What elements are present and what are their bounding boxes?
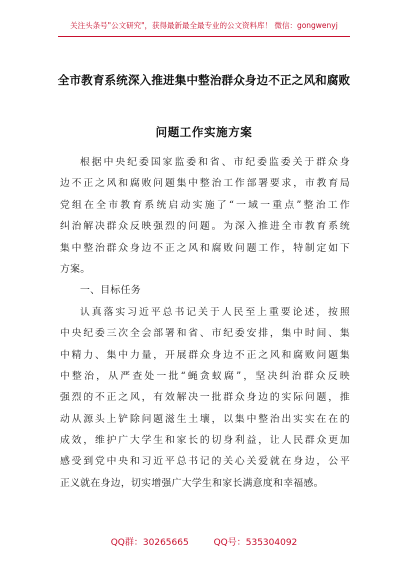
body-line: 边不正之风和腐败问题集中整治工作部署要求，市教育局 (60, 178, 350, 190)
document-body (60, 152, 350, 494)
footer-qq-group: QQ群：30265665 (110, 538, 189, 548)
body-line: 感受到党中央和习近平总书记的关心关爱就在身边，公平 (60, 456, 350, 468)
body-line: 纠治解决群众反映强烈的问题。为深入推进全市教育系统 (60, 221, 350, 233)
body-line: 认真落实习近平总书记关于人民至上重要论述，按照 (80, 306, 350, 318)
header-promo-note: 关注头条号"公文研究"，获得最新最全最专业的公文资料库！ 微信：gongwenyj (70, 21, 338, 30)
body-line: 中央纪委三次全会部署和省、市纪委安排，集中时间、集 (60, 328, 350, 340)
body-line: 方案。 (60, 263, 91, 275)
body-line: 强烈的不正之风，有效解决一批群众身边的实际问题，推 (60, 392, 350, 404)
body-line: 党组在全市教育系统启动实施了“一域一重点”整治工作 (60, 199, 350, 211)
section-heading: 一、目标任务 (80, 285, 141, 297)
body-line: 集中整治群众身边不正之风和腐败问题工作，特制定如下 (60, 242, 350, 254)
footer-qq-number: QQ号：535304092 (213, 538, 298, 548)
document-title-line-2: 问题工作实施方案 (155, 125, 253, 139)
body-line: 动从源头上铲除问题滋生土壤，以集中整治出实实在在的 (60, 413, 350, 425)
body-line: 根据中央纪委国家监委和省、市纪委监委关于群众身 (80, 157, 350, 168)
header-divider (58, 36, 350, 37)
body-line: 中精力、集中力量，开展群众身边不正之风和腐败问题集 (60, 349, 350, 361)
footer-contact (0, 535, 408, 548)
body-line: 正义就在身边，切实增强广大学生和家长满意度和幸福感。 (60, 477, 324, 489)
document-title-line-1: 全市教育系统深入推进集中整治群众身边不正之风和腐败 (57, 73, 351, 87)
body-line: 中整治，从严查处一批“蝇贪蚁腐”，坚决纠治群众反映 (60, 370, 350, 382)
body-line: 成效，维护广大学生和家长的切身利益，让人民群众更加 (60, 435, 350, 447)
